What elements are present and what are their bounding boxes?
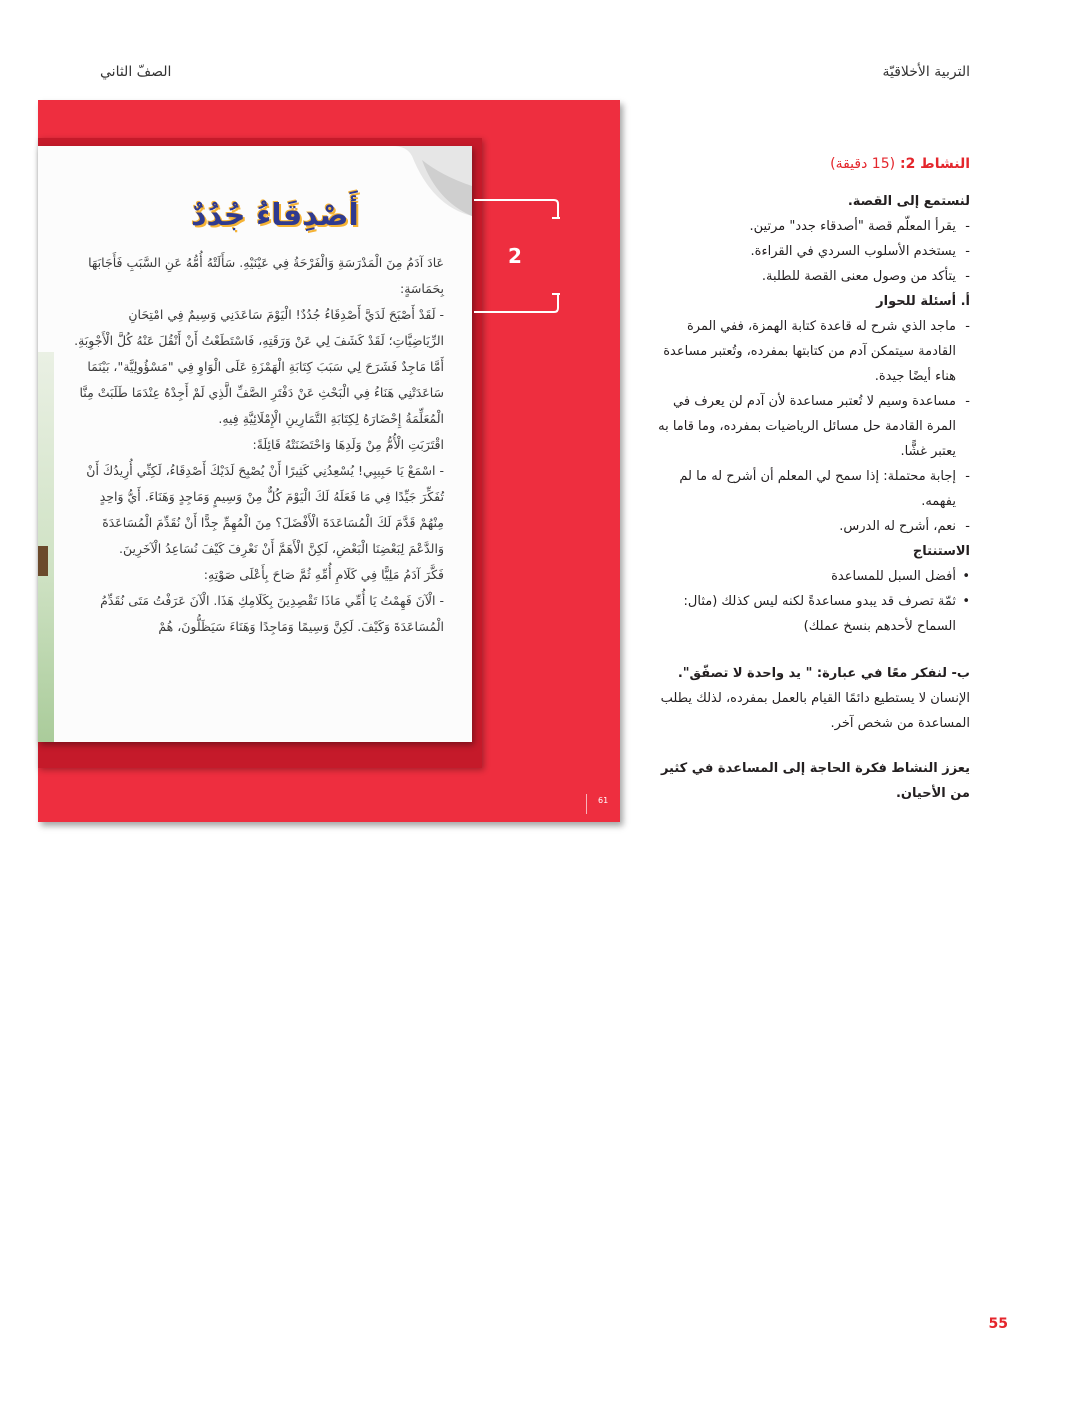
story-paragraph: فَكَّرَ آدَمُ مَلِيًّا فِي كَلَامِ أُمِّهِ ثُمَّ صَاحَ بِأَعْلَى صَوْتِهِ: [203,567,444,582]
activity-column [658,152,970,806]
story-paragraph: اقْتَرَبَتِ الْأُمُّ مِنْ وَلَدِهَا وَاحْتَضَنَتْهُ قَائِلَةً: [252,437,444,452]
conclusion-heading: الاستنتاج [912,544,970,559]
list-item: - يتأكد من وصول معنى القصة للطلبة. [658,264,970,289]
spacer [658,736,970,756]
activity-title-line [658,152,970,177]
lesson-number: 2 [508,244,522,268]
listen-heading: لنستمع إلى القصة. [847,194,970,209]
list-item: - مساعدة وسيم لا تُعتبر مساعدة لأن آدم لن يعرف في المرة القادمة حل مسائل الرياضيات بمفرده، وما قاما به يعتبر غشًّا. [658,389,970,464]
think-text: الإنسان لا يستطيع دائمًا القيام بالعمل بمفرده، لذلك يطلب المساعدة من شخص آخر. [660,691,970,731]
list-item: - ماجد الذي شرح له قاعدة كتابة الهمزة، ففي المرة القادمة سيتمكن آدم من كتابتها بمفرده، وتُعتبر مساعدة هناء أيضًا جيدة. [658,314,970,389]
list-item: - يقرأ المعلّم قصة "أصدقاء جدد" مرتين. [658,214,970,239]
story-paragraph: - اسْمَعْ يَا حَبِيبِي! يُسْعِدُنِي كَثِيرًا أَنْ يُصْبِحَ لَدَيْكَ أَصْدِقَاءُ، لَكِنِّي أُرِيدُكَ أَنْ تُفَكِّرَ جَيِّدًا فِي مَا فَعَلَهُ لَكَ الْيَوْمَ كُلٌّ مِنْ وَسِيمٍ وَمَاجِدٍ وَهَنَاءَ. أَيُّ وَاحِدٍ مِنْهُمْ قَدَّمَ لَكَ الْمُسَاعَدَةَ الْأَفْضَلَ؟ مِنَ الْمُهِمِّ جِدًّا أَنْ نُقَدِّمَ الْمُسَاعَدَةَ وَالدَّعْمَ لِبَعْضِنَا الْبَعْضِ، لَكِنَّ الْأَهَمَّ أَنْ نَعْرِفَ كَيْفَ نُسَاعِدُ الْآخَرِينَ. [86,463,444,556]
spacer [658,639,970,661]
illustration-detail [38,546,48,576]
dialogue-heading: أ. أسئلة للحوار [876,294,970,309]
list-item: - نعم، أشرح له الدرس. [658,514,970,539]
page-number: 55 [988,1316,1008,1332]
header-subject: التربية الأخلاقيّة [882,64,970,80]
bullet-item: • ثمّة تصرف قد يبدو مساعدةً لكنه ليس كذلك (مثال: السماح لأحدهم بنسخ عملك) [658,589,970,639]
list-item: - يستخدم الأسلوب السردي في القراءة. [658,239,970,264]
bullet-item: • أفضل السبل للمساعدة [658,564,970,589]
story-paragraph: - الْآنَ فَهِمْتُ يَا أُمِّي مَاذَا تَقْصِدِينَ بِكَلَامِكِ هَذَا. الْآنَ عَرَفْتُ مَتَى نُقَدِّمُ الْمُسَاعَدَةَ وَكَيْفَ. لَكِنَّ وَسِيمًا وَمَاجِدًا وَهَنَاءَ سَيَظَلُّونَ، هُمْ [100,593,444,634]
list-item: - إجابة محتملة: إذا سمح لي المعلم أن أشرح له ما لم يفهمه. [658,464,970,514]
page-divider [586,794,587,814]
story-paragraph: - لَقَدْ أَصْبَحَ لَدَيَّ أَصْدِقَاءُ جُدُدٌ! الْيَوْمَ سَاعَدَنِي وَسِيمٌ فِي امْتِحَانِ الرِّيَاضِيَّاتِ؛ لَقَدْ كَشَفَ لِي عَنْ وَرَقَتِهِ، فَاسْتَطَعْتُ أَنْ أَنْقُلَ عَنْهُ كُلَّ الْأَجْوِبَةِ. أَمَّا مَاجِدٌ فَشَرَحَ لِي سَبَبَ كِتَابَةِ الْهَمْزَةِ عَلَى الْوَاوِ فِي "مَسْؤُولِيَّة"، بَيْنَمَا سَاعَدَتْنِي هَنَاءُ فِي الْبَحْثِ عَنْ دَفْتَرِ الصَّفِّ الَّذِي لَمْ أَجِدْهُ عِنْدَمَا طَلَبَتْ مِنَّا الْمُعَلِّمَةُ إِحْضَارَهُ لِكِتَابَةِ التَّمَارِينِ الْإِمْلَائِيَّةِ فِيهِ. [74,307,444,426]
story-text [74,250,444,640]
think-heading: ب- لنفكر معًا في عبارة: " يد واحدة لا تصفّق". [677,666,970,681]
story-paragraph: عَادَ آدَمُ مِنَ الْمَدْرَسَةِ وَالْفَرْحَةُ فِي عَيْنَيْهِ. سَأَلَتْهُ أُمُّهُ عَنِ السَّبَبِ فَأَجَابَهَا بِحَمَاسَةٍ: [88,255,444,296]
book-page-number: 61 [598,796,609,805]
header-grade: الصفّ الثاني [100,64,172,80]
activity-duration: (15 دقيقة) [830,156,896,172]
activity-title: النشاط 2: [899,156,970,172]
student-book-page-image [38,100,620,822]
story-title: أَصْدِقَاءُ جُدُدٌ [191,198,359,233]
story-page [38,146,472,742]
activity-summary: يعزز النشاط فكرة الحاجة إلى المساعدة في كثير من الأحيان. [660,761,970,801]
